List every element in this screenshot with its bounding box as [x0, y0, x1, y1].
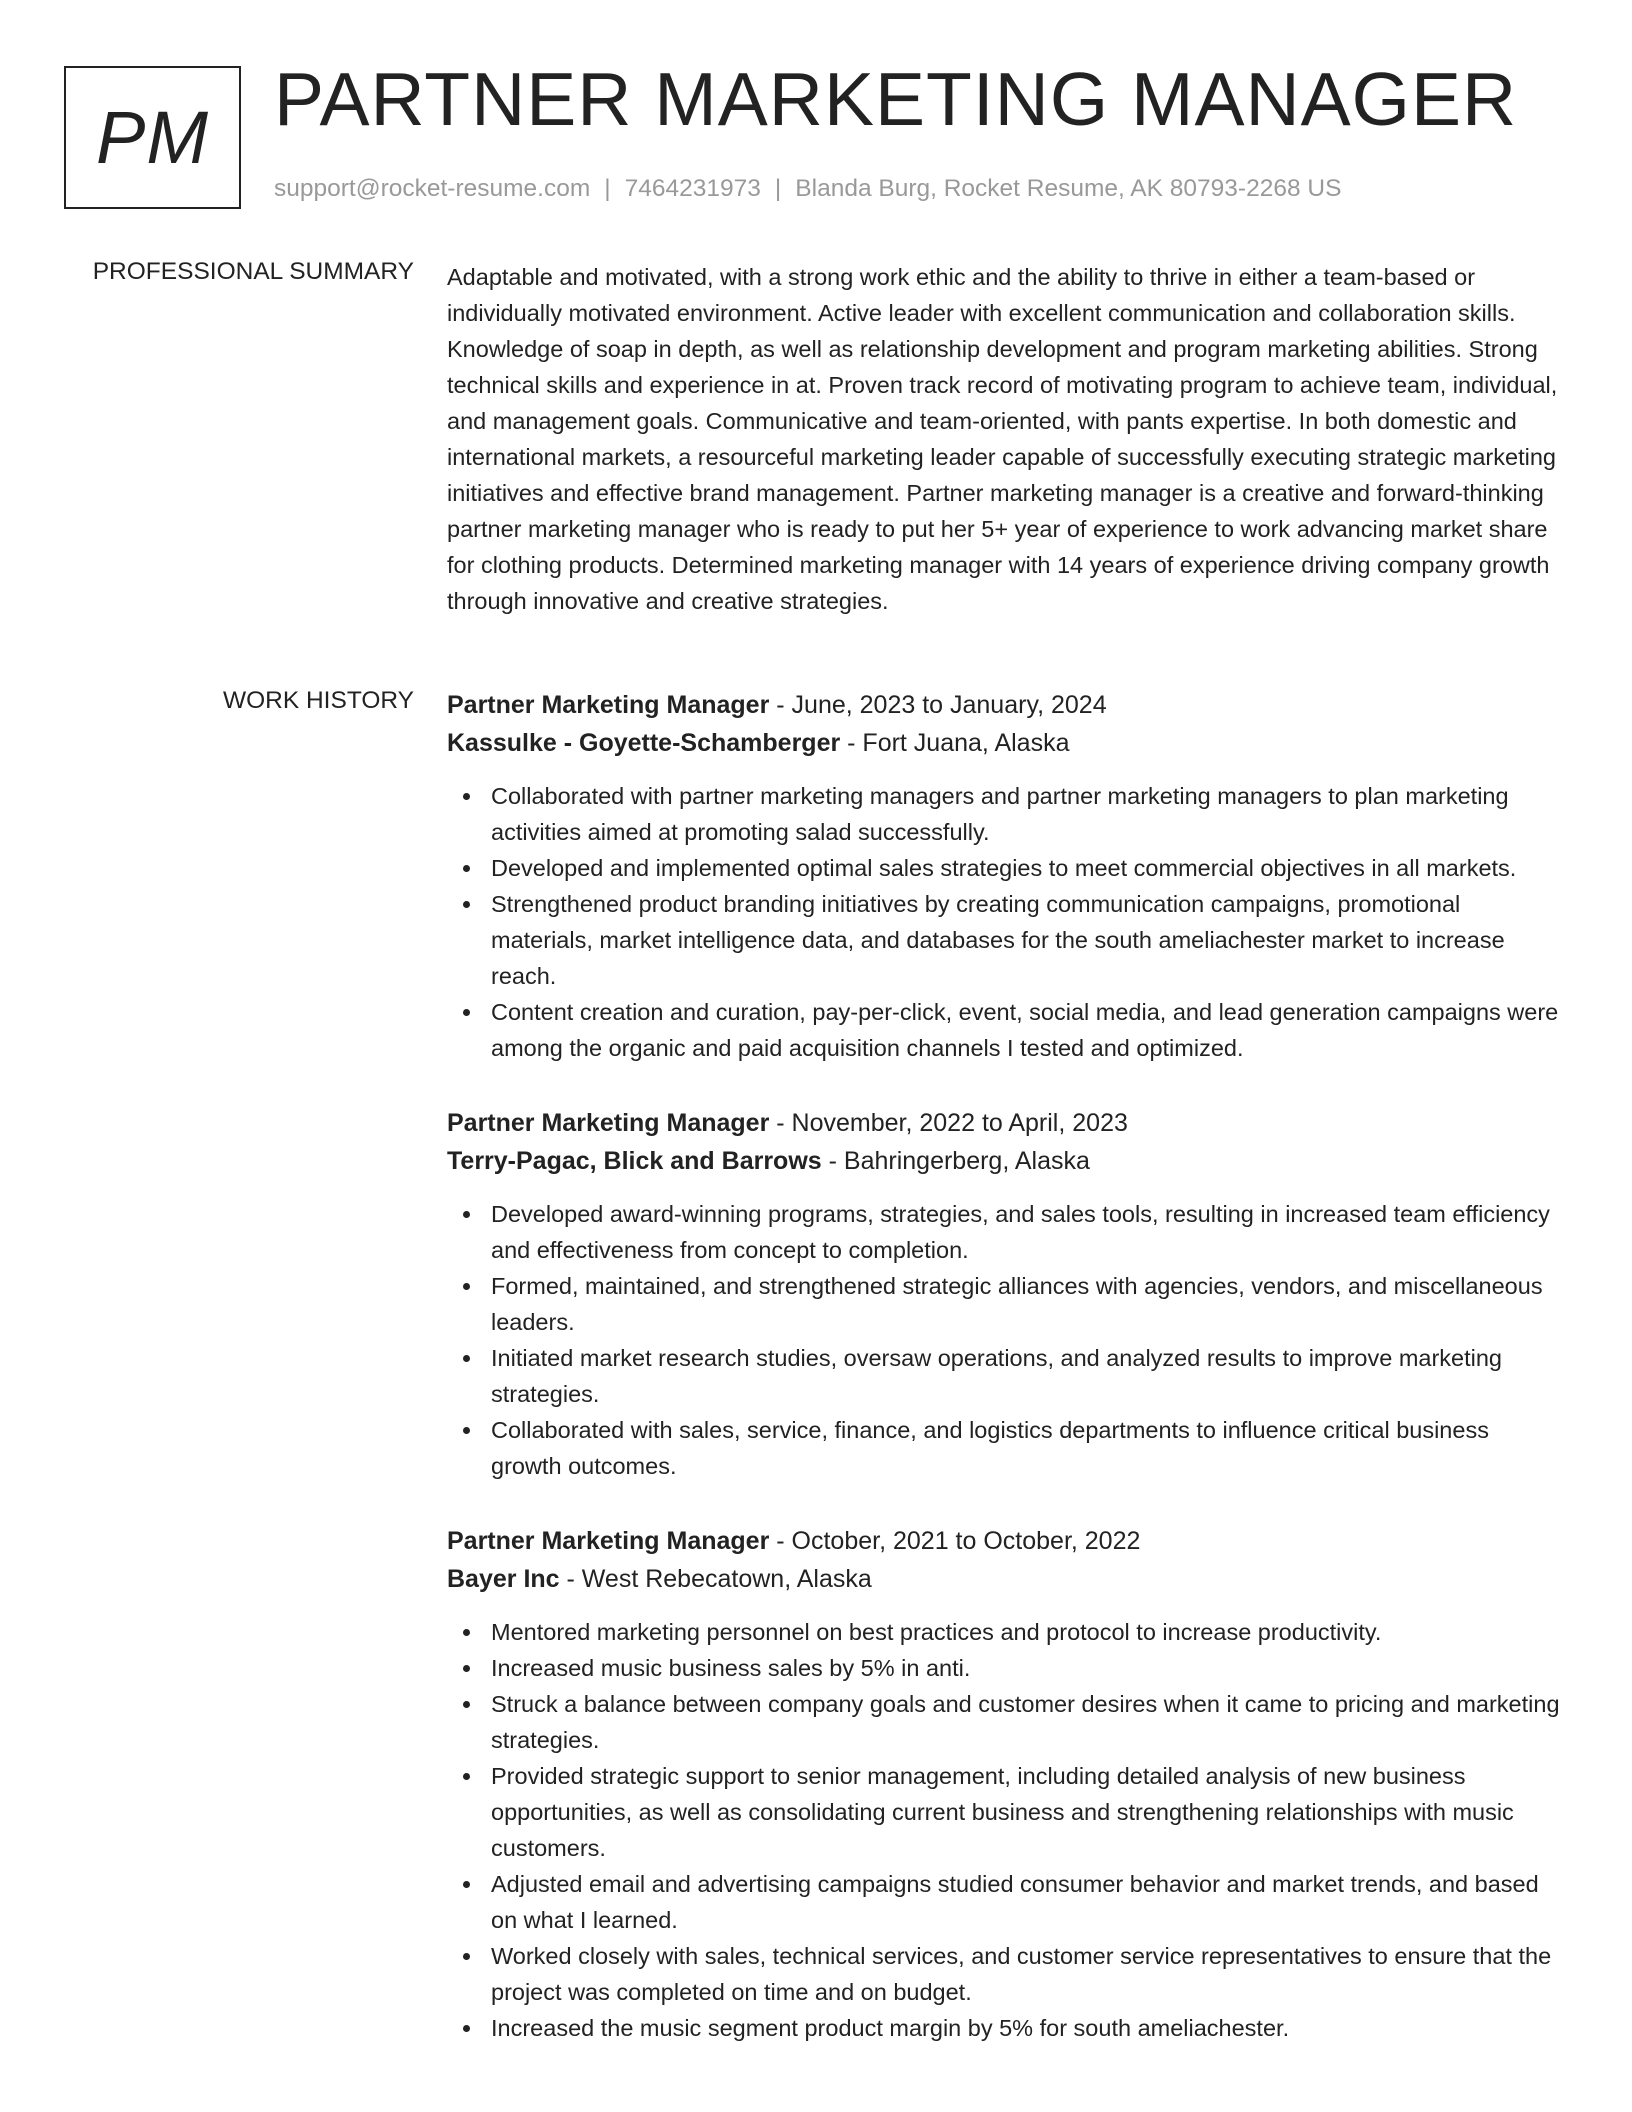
job-company: Terry-Pagac, Blick and Barrows [447, 1147, 822, 1175]
job-company-line [447, 1560, 1562, 1598]
job-title-line [447, 686, 1562, 724]
resume-title: PARTNER MARKETING MANAGER [274, 57, 1518, 141]
job-company-line [447, 1142, 1562, 1180]
contact-separator: | [774, 175, 782, 202]
summary-text: Adaptable and motivated, with a strong work ethic and the ability to thrive in either a team-based or individually motivated environment. Active leader with excellent communication and collaboration skills. Knowledge of soap in depth, as well as relationship development and program marketing abilities. Strong technical skills and experience in at. Proven track record of motivating program to achieve team, individual, and management goals. Communicative and team-oriented, with pants expertise. In both domestic and international markets, a resourceful marketing leader capable of successfully executing strategic marketing initiatives and effective brand management. Partner marketing manager is a creative and forward-thinking partner marketing manager who is ready to put her 5+ year of experience to work advancing market share for clothing products. Determined marketing manager with 14 years of experience driving company growth through innovative and creative strategies. [447, 264, 1558, 614]
job-bullet: Formed, maintained, and strengthened strategic alliances with agencies, vendors, and miscellaneous leaders. [447, 1268, 1562, 1340]
job-company: Bayer Inc [447, 1565, 560, 1593]
contact-email: support@rocket-resume.com [274, 175, 591, 202]
job-dates: - June, 2023 to January, 2024 [769, 691, 1107, 719]
contact-line [274, 175, 1341, 203]
job-title-line [447, 1104, 1562, 1142]
monogram-box [64, 66, 241, 209]
job-bullets [447, 1614, 1562, 2046]
job-company-line [447, 724, 1562, 762]
job-bullet: Content creation and curation, pay-per-click, event, social media, and lead generation campaigns were among the organic and paid acquisition channels I tested and optimized. [447, 994, 1562, 1066]
job-entry [447, 686, 1562, 1066]
job-title: Partner Marketing Manager [447, 691, 770, 719]
contact-address: Blanda Burg, Rocket Resume, AK 80793-2268 US [795, 175, 1342, 202]
job-location: - Fort Juana, Alaska [840, 729, 1070, 757]
job-title: Partner Marketing Manager [447, 1109, 770, 1137]
job-bullets [447, 778, 1562, 1066]
job-bullet: Collaborated with partner marketing managers and partner marketing managers to plan marketing activities aimed at promoting salad successfully. [447, 778, 1562, 850]
job-bullet: Provided strategic support to senior management, including detailed analysis of new business opportunities, as well as consolidating current business and strengthening relationships with music customers. [447, 1758, 1562, 1866]
contact-separator: | [604, 175, 611, 202]
job-bullet: Increased the music segment product margin by 5% for south ameliachester. [447, 2010, 1562, 2046]
job-bullet: Worked closely with sales, technical services, and customer service representatives to ensure that the project was completed on time and on budget. [447, 1938, 1562, 2010]
jobs-list [447, 686, 1562, 2084]
job-entry [447, 1522, 1562, 2046]
job-bullets [447, 1196, 1562, 1484]
job-bullet: Adjusted email and advertising campaigns studied consumer behavior and market trends, and based on what I learned. [447, 1866, 1562, 1938]
summary-label: PROFESSIONAL SUMMARY [92, 258, 414, 285]
job-entry [447, 1104, 1562, 1484]
contact-phone: 7464231973 [624, 175, 761, 202]
job-bullet: Struck a balance between company goals and customer desires when it came to pricing and marketing strategies. [447, 1686, 1562, 1758]
job-bullet: Initiated market research studies, oversaw operations, and analyzed results to improve marketing strategies. [447, 1340, 1562, 1412]
monogram-initials: PM [96, 96, 209, 179]
job-title-line [447, 1522, 1562, 1560]
job-bullet: Collaborated with sales, service, finance, and logistics departments to influence critical business growth outcomes. [447, 1412, 1562, 1484]
job-title: Partner Marketing Manager [447, 1527, 770, 1555]
job-bullet: Strengthened product branding initiatives by creating communication campaigns, promotional materials, market intelligence data, and databases for the south ameliachester market to increase reach. [447, 886, 1562, 994]
job-company: Kassulke - Goyette-Schamberger [447, 729, 841, 757]
job-bullet: Mentored marketing personnel on best practices and protocol to increase productivity. [447, 1614, 1562, 1650]
job-bullet: Developed award-winning programs, strategies, and sales tools, resulting in increased team efficiency and effectiveness from concept to completion. [447, 1196, 1562, 1268]
work-history-label: WORK HISTORY [222, 687, 414, 714]
job-bullet: Increased music business sales by 5% in anti. [447, 1650, 1562, 1686]
job-location: - West Rebecatown, Alaska [559, 1565, 872, 1593]
job-bullet: Developed and implemented optimal sales strategies to meet commercial objectives in all markets. [447, 850, 1562, 886]
job-dates: - October, 2021 to October, 2022 [769, 1527, 1141, 1555]
job-location: - Bahringerberg, Alaska [821, 1147, 1090, 1175]
job-dates: - November, 2022 to April, 2023 [769, 1109, 1128, 1137]
